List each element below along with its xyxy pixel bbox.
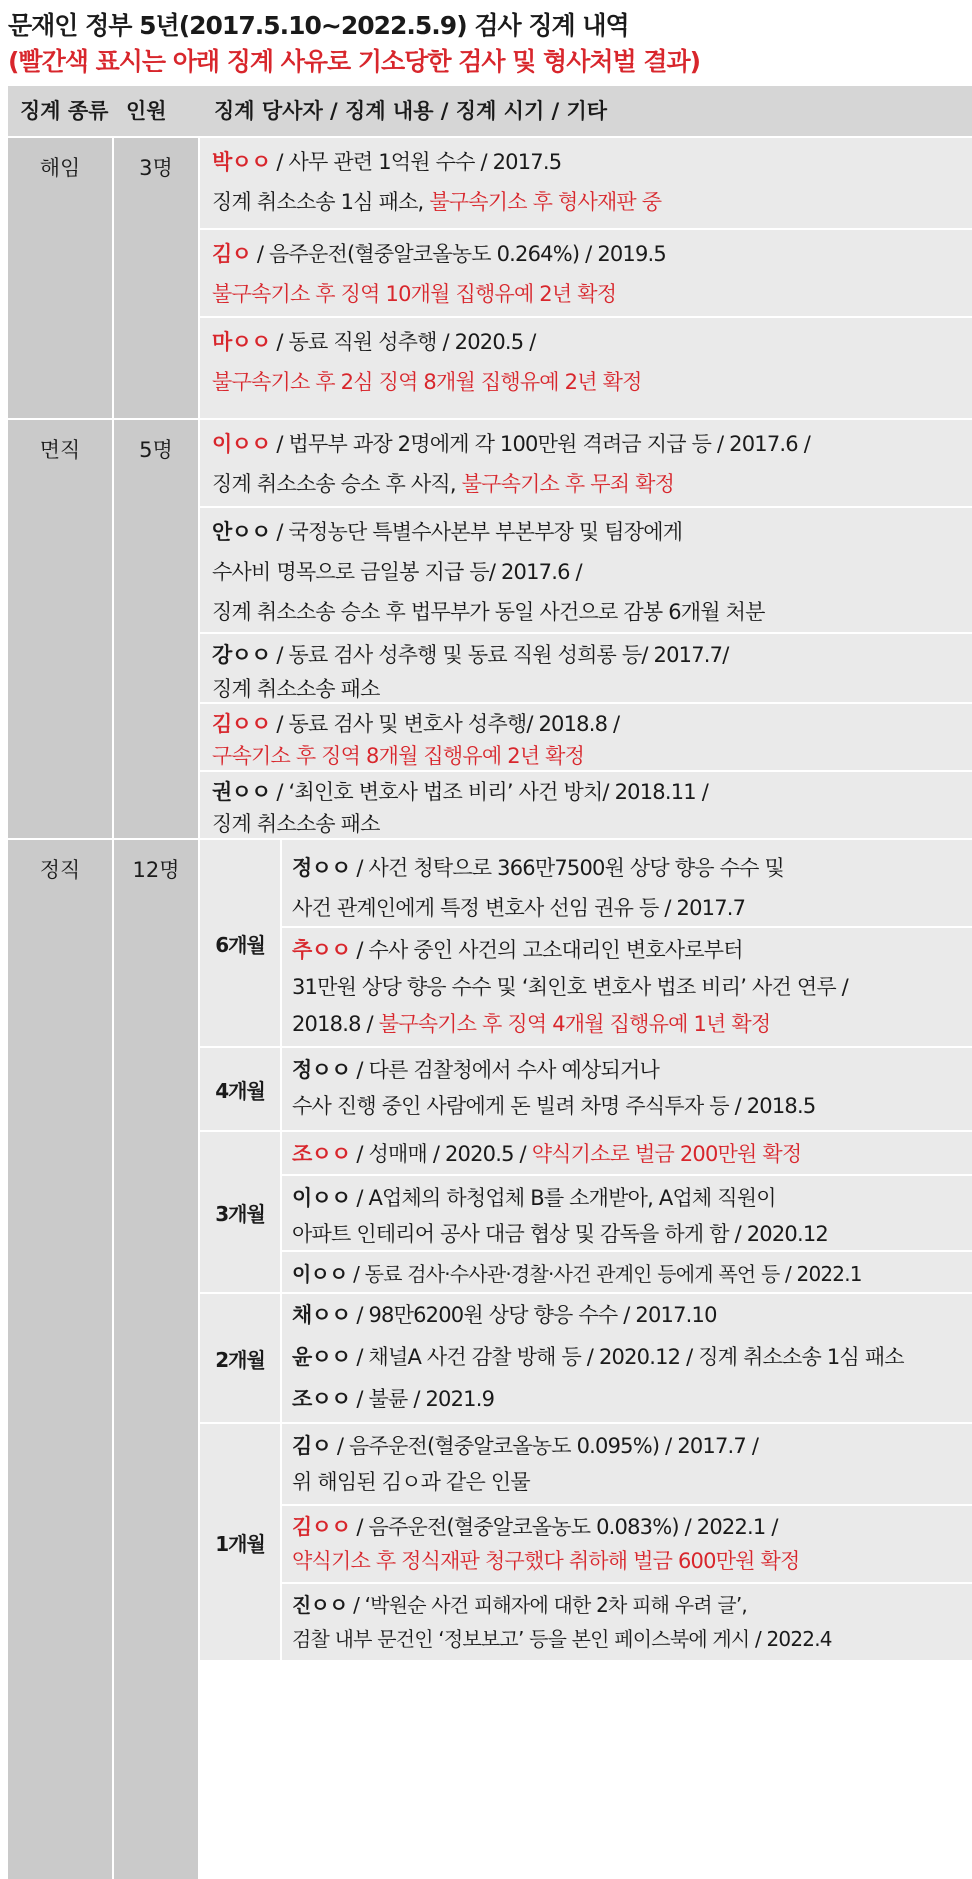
title-block [0,0,972,86]
row-text: 사건 관계인에게 특정 변호사 선임 권유 등 / 2017.7 [292,896,746,920]
page-title: 문재인 정부 5년(2017.5.10~2022.5.9) 검사 징계 내역 [8,11,629,40]
row-text-red: 구속기소 후 징역 8개월 집행유예 2년 확정 [212,744,585,768]
person-name: 정ㅇㅇ [292,1058,351,1082]
group-suspension [8,840,972,1879]
sub-period-4m: 4개월 [200,1048,280,1130]
table-row [282,1176,972,1250]
table-row [200,318,972,418]
person-name: 마ㅇㅇ [212,330,271,354]
row-text: / 동료 검사 성추행 및 동료 직원 성희롱 등/ 2017.7/ [270,643,729,667]
row-text: 징계 취소소송 1심 패소, [212,190,430,214]
table-row [200,230,972,316]
row-text: 징계 취소소송 승소 후 사직, [212,472,462,496]
table-row [200,772,972,838]
person-name: 박ㅇㅇ [212,150,271,174]
person-name: 채ㅇㅇ [292,1303,351,1327]
group-removal [8,420,972,838]
table-row [282,1294,972,1422]
row-text: 31만원 상당 향응 수수 및 ‘최인호 변호사 법조 비리’ 사건 연루 / [292,975,848,999]
row-text-red: 약식기소로 벌금 200만원 확정 [531,1142,802,1166]
row-text: / 사건 청탁으로 366만7500원 상당 향응 수수 및 [350,856,784,880]
sub-period-2m: 2개월 [200,1294,280,1422]
row-text: / 다른 검찰청에서 수사 예상되거나 [350,1058,659,1082]
row-text: 위 해임된 김ㅇ과 같은 인물 [292,1470,530,1494]
group-count: 5명 [114,420,200,838]
row-text-red: 불구속기소 후 무죄 확정 [461,472,675,496]
header-type: 징계 종류 [20,99,109,123]
group-count: 12명 [114,840,200,1879]
table-row [200,508,972,632]
row-text: 징계 취소소송 패소 [212,677,380,701]
table-row [282,1132,972,1174]
row-text: / 동료 검사·수사관·경찰·사건 관계인 등에게 폭언 등 / 2022.1 [347,1262,862,1286]
row-text: / ‘박원순 사건 피해자에 대한 2차 피해 우려 글’, [347,1593,747,1617]
person-name: 강ㅇㅇ [212,643,271,667]
table-row [282,1252,972,1292]
table-row [282,1584,972,1660]
table-row [282,1506,972,1582]
row-text-red: 불구속기소 후 징역 4개월 집행유예 1년 확정 [378,1012,771,1036]
row-text: / 성매매 / 2020.5 / [350,1142,532,1166]
page-subtitle: (빨간색 표시는 아래 징계 사유로 기소당한 검사 및 형사처벌 결과) [8,47,701,76]
table-row [200,634,972,702]
row-text-red: 불구속기소 후 형사재판 중 [429,190,662,214]
row-text: / ‘최인호 변호사 법조 비리’ 사건 방치/ 2018.11 / [270,780,708,804]
person-name: 이ㅇㅇ [292,1262,348,1286]
row-text: / 국정농단 특별수사본부 부본부장 및 팀장에게 [270,520,683,544]
row-text-red: 약식기소 후 정식재판 청구했다 취하해 벌금 600만원 확정 [292,1549,800,1573]
table-header [8,86,972,136]
row-text: 수사 진행 중인 사람에게 돈 빌려 차명 주식투자 등 / 2018.5 [292,1094,816,1118]
group-type: 해임 [8,138,114,418]
row-text: 수사비 명목으로 금일봉 지급 등/ 2017.6 / [212,560,582,584]
header-detail: 징계 당사자 / 징계 내용 / 징계 시기 / 기타 [214,99,608,123]
table-row [282,1424,972,1504]
row-text: / 음주운전(혈중알코올농도 0.083%) / 2022.1 / [350,1515,778,1539]
group-type: 정직 [8,840,114,1879]
row-text: / 법무부 과장 2명에게 각 100만원 격려금 지급 등 / 2017.6 / [270,432,810,456]
row-text: / 사무 관련 1억원 수수 / 2017.5 [270,150,562,174]
row-text: / 불륜 / 2021.9 [350,1387,495,1411]
row-text: / 동료 직원 성추행 / 2020.5 / [270,330,536,354]
sub-period-1m: 1개월 [200,1424,280,1660]
table-row [200,704,972,770]
row-text: / 수사 중인 사건의 고소대리인 변호사로부터 [350,938,743,962]
table-row [282,928,972,1046]
table-row [200,420,972,506]
row-text: 징계 취소소송 패소 [212,812,380,836]
person-name: 정ㅇㅇ [292,856,351,880]
person-name: 이ㅇㅇ [212,432,271,456]
person-name: 조ㅇㅇ [292,1142,351,1166]
row-text: / 음주운전(혈중알코올농도 0.264%) / 2019.5 [250,242,666,266]
person-name: 윤ㅇㅇ [292,1345,351,1369]
row-text: / 음주운전(혈중알코올농도 0.095%) / 2017.7 / [330,1434,759,1458]
row-text-red: 불구속기소 후 징역 10개월 집행유예 2년 확정 [212,282,617,306]
person-name: 김ㅇㅇ [212,712,271,736]
group-dismissal [8,138,972,418]
table-row [200,138,972,228]
group-type: 면직 [8,420,114,838]
row-text: / 동료 검사 및 변호사 성추행/ 2018.8 / [270,712,620,736]
person-name: 김ㅇ [292,1434,331,1458]
person-name: 조ㅇㅇ [292,1387,351,1411]
row-text: 2018.8 / [292,1012,379,1036]
person-name: 추ㅇㅇ [292,938,351,962]
table-row [282,1048,972,1130]
sub-period-3m: 3개월 [200,1132,280,1292]
row-text: / 98만6200원 상당 향응 수수 / 2017.10 [350,1303,717,1327]
row-text-red: 불구속기소 후 2심 징역 8개월 집행유예 2년 확정 [212,370,642,394]
sub-period-6m: 6개월 [200,840,280,1046]
row-text: 검찰 내부 문건인 ‘정보보고’ 등을 본인 페이스북에 게시 / 2022.4 [292,1627,832,1651]
person-name: 김ㅇㅇ [292,1515,351,1539]
row-text: 징계 취소소송 승소 후 법무부가 동일 사건으로 감봉 6개월 처분 [212,600,765,624]
table-row [282,840,972,926]
row-text: / A업체의 하청업체 B를 소개받아, A업체 직원이 [350,1186,776,1210]
row-text: 아파트 인테리어 공사 대금 협상 및 감독을 하게 함 / 2020.12 [292,1222,828,1246]
header-count: 인원 [126,99,167,123]
person-name: 안ㅇㅇ [212,520,271,544]
person-name: 김ㅇ [212,242,251,266]
person-name: 진ㅇㅇ [292,1593,348,1617]
group-count: 3명 [114,138,200,418]
person-name: 권ㅇㅇ [212,780,271,804]
person-name: 이ㅇㅇ [292,1186,351,1210]
row-text: / 채널A 사건 감찰 방해 등 / 2020.12 / 징계 취소소송 1심 패소 [350,1345,904,1369]
